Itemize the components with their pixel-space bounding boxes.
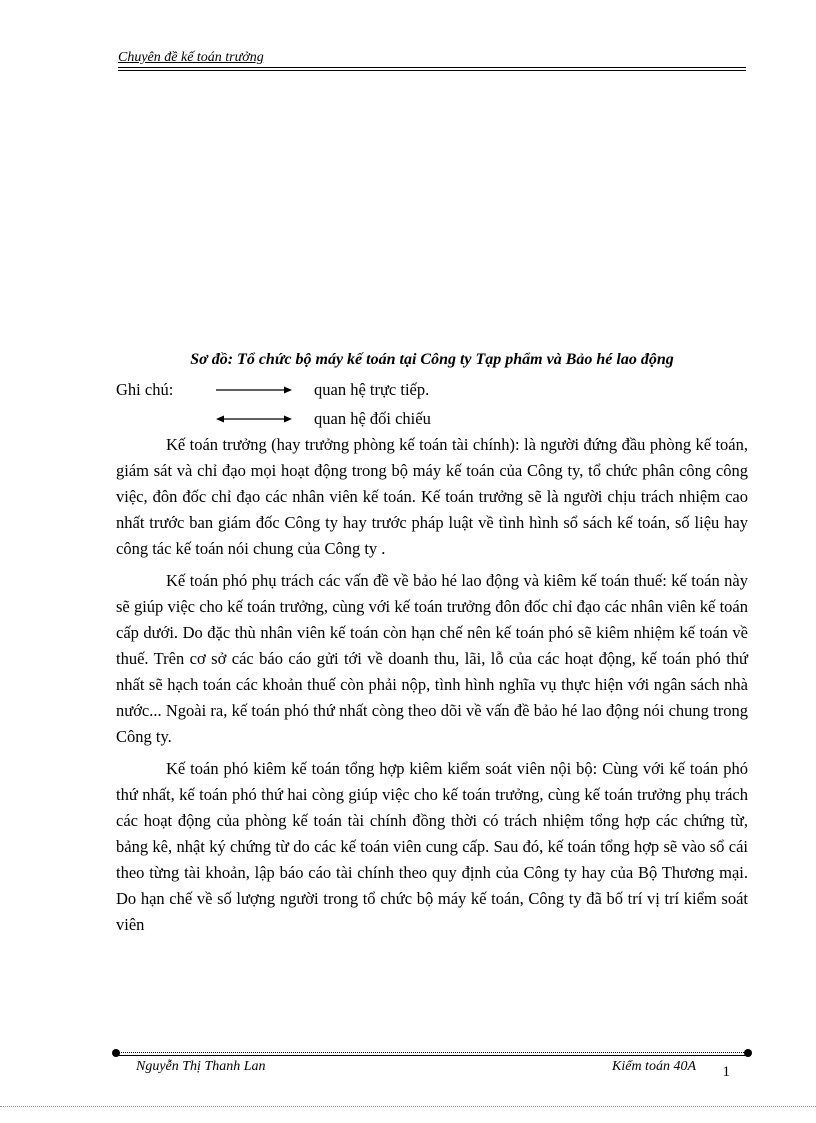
legend-compare-row [116,407,748,431]
footer-author: Nguyễn Thị Thanh Lan [136,1059,266,1074]
single-arrow-icon [214,383,294,397]
header-rule-double [118,70,746,71]
page-header [118,50,746,70]
paragraph-chief-accountant: Kế toán trưởng (hay trưởng phòng kế toán tài chính): là người đứng đầu phòng kế toán, giám sát và chỉ đạo mọi hoạt động trong bộ máy kế toán của Công ty, tổ chức phân công công việc, đôn đốc chỉ đạo các nhân viên kế toán. Kế toán trưởng sẽ là người chịu trách nhiệm cao nhất trước ban giám đốc Công ty hay trước pháp luật về tình hình sổ sách kế toán, số liệu hay công tác kế toán nói chung của Công ty . [116,435,748,558]
header-title: Chuyên đề kế toán trưởng [118,50,264,65]
footer-class: Kiểm toán 40A [612,1059,696,1074]
header-rule [118,67,746,68]
legend-direct-text: quan hệ trực tiếp. [314,380,430,399]
page-bottom-border [0,1106,816,1107]
paragraph-deputy-second: Kế toán phó kiêm kế toán tổng hợp kiêm kiểm soát viên nội bộ: Cùng với kế toán phó thứ nhất, kế toán phó thứ hai còng giúp việc cho kế toán trưởng, cùng kế toán trưởng phụ trách các hoạt động của phòng kế toán tài chính đồng thời có trách nhiệm tổng hợp các chứng từ, bảng kê, nhật ký chứng từ do các kế toán viên cung cấp. Sau đó, kế toán tổng hợp sẽ vào sổ cái theo từng tài khoản, lập báo cáo tài chính theo quy định của Công ty hay của Bộ Thương mại. Do hạn chế về số lượng người trong tổ chức bộ máy kế toán, Công ty đã bố trí vị trí kiểm soát viên [116,759,748,934]
legend-direct-row [116,378,748,402]
double-arrow-icon [214,412,294,426]
paragraph-deputy-first: Kế toán phó phụ trách các vấn đề về bảo hé lao động và kiêm kế toán thuế: kế toán này sẽ giúp việc cho kế toán trưởng, cùng với kế toán trưởng đôn đốc chỉ đạo các nhân viên kế toán cấp dưới. Do đặc thù nhân viên kế toán còn hạn chế nên kế toán phó sẽ kiêm nhiệm kế toán về thuế. Trên cơ sở các báo cáo gửi tới về doanh thu, lãi, lỗ của các hoạt động, kế toán phó thứ nhất sẽ hạch toán các khoản thuế còn phải nộp, tình hình nghĩa vụ thực hiện với ngân sách nhà nước... Ngoài ra, kế toán phó thứ nhất còng theo dõi về vấn đề bảo hé lao động nói chung trong Công ty. [116,571,748,746]
legend-label: Ghi chú: [116,380,174,399]
page-footer [112,1044,752,1094]
footer-rule [118,1055,746,1056]
legend-compare-text: quan hệ đối chiếu [314,409,431,428]
diagram-title: Sơ đồ: Tổ chức bộ máy kế toán tại Công ty Tạp phẩm và Bảo hé lao động [190,351,674,368]
body-text [116,432,748,944]
footer-rule-dotted [118,1052,746,1053]
page-number: 1 [722,1064,730,1080]
